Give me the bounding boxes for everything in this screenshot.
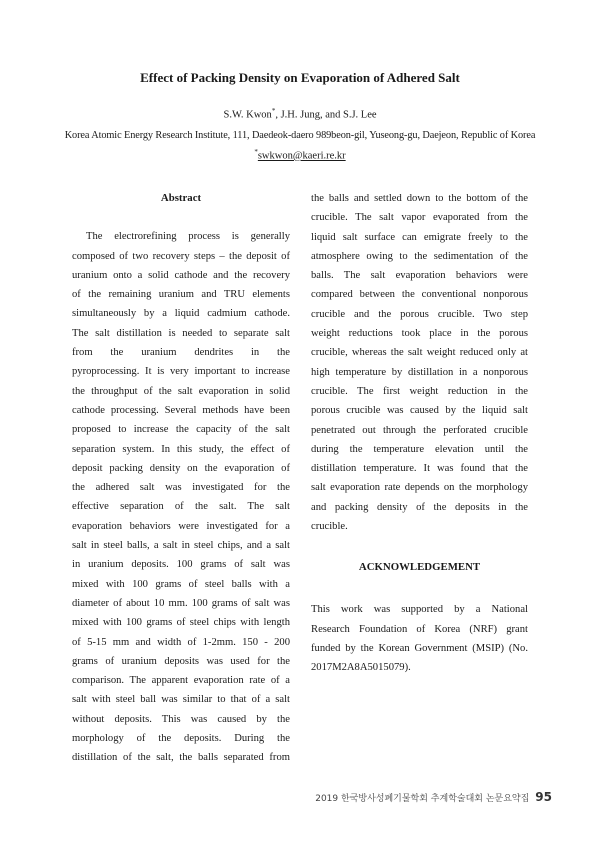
- text-line: mixed with 100 grams of steel chips with length: [72, 617, 290, 629]
- text-line: funded by the Korean Government (MSIP) (No.: [311, 642, 528, 654]
- text-line: high temperature by distillation in a nonporous: [311, 366, 528, 378]
- text-line: 2017M2A8A5015079).: [311, 662, 411, 674]
- text-line: the throughput of the salt evaporation in solid: [72, 385, 290, 397]
- text-line: simultaneously by a liquid cadmium cathode.: [72, 308, 290, 320]
- text-line: salt with steel ball was similar to that of a salt: [72, 694, 290, 706]
- text-line: crucible and the porous crucible. Two step: [311, 308, 528, 320]
- paper-title: Effect of Packing Density on Evaporation of Adhered Salt: [140, 70, 460, 85]
- text-line: during the temperature elevation until the: [311, 443, 528, 455]
- text-line: diameter of about 10 mm. 100 grams of salt was: [72, 597, 290, 609]
- corresponding-mark: *: [271, 107, 276, 115]
- text-line: mixed with 100 grams of steel balls with a: [72, 578, 290, 590]
- text-line: from the uranium dendrites in the: [72, 347, 290, 359]
- text-line: cathode processing. Several methods have been: [72, 404, 290, 416]
- text-line: crucible, whereas the salt weight reduced only at: [311, 347, 528, 359]
- abstract-body: [72, 227, 290, 767]
- acknowledgement-body: [311, 600, 528, 677]
- email-mark: *: [254, 148, 258, 156]
- text-line: salt evaporation rate depends on the morphology: [311, 482, 528, 494]
- text-line: salt in steel balls, a salt in steel chips, and a salt: [72, 540, 290, 552]
- text-line: crucible.: [311, 521, 348, 533]
- text-line: of the remaining uranium and TRU elements: [72, 289, 290, 301]
- text-line: distillation temperature. It was found that the: [311, 463, 528, 475]
- text-line: separation system. In this study, the effect of: [72, 443, 290, 455]
- text-line: balls. The salt evaporation behaviors were: [311, 270, 528, 282]
- text-line: without deposits. This was caused by the: [72, 713, 290, 725]
- abstract-body-continued: [311, 189, 528, 536]
- text-line: composed of two recovery steps – the deposit of: [72, 250, 290, 262]
- text-line: effective separation of the salt. The salt: [72, 501, 290, 513]
- left-column: [72, 189, 290, 768]
- text-line: This work was supported by a National: [311, 604, 528, 616]
- text-line: The electrorefining process is generally: [86, 231, 290, 243]
- text-line: compared between the conventional nonporous: [311, 289, 528, 301]
- text-line: weight reductions took place in the porous: [311, 328, 528, 340]
- text-line: porous crucible was caused by the liquid salt: [311, 405, 528, 417]
- text-line: uranium onto a solid cathode and the recovery: [72, 269, 290, 281]
- text-line: in uranium deposits. 100 grams of salt was: [72, 559, 290, 571]
- text-line: of 5-15 mm and width of 1-2mm. 150 - 200: [72, 636, 290, 648]
- text-line: evaporation behaviors were investigated for a: [72, 520, 290, 532]
- affiliation: Korea Atomic Energy Research Institute, 111, Daedeok-daero 989beon-gil, Yuseong-gu, Daejeon, Republic of Korea: [64, 130, 536, 141]
- abstract-heading: Abstract: [160, 192, 202, 204]
- author-1: S.W. Kwon: [223, 109, 272, 121]
- text-line: liquid salt surface can emigrate freely to the: [311, 231, 528, 243]
- page-footer: [315, 790, 552, 804]
- text-line: the balls and settled down to the bottom of the: [311, 193, 528, 204]
- text-line: pyroprocessing. It is very important to increase: [72, 366, 290, 378]
- right-column: [311, 189, 528, 536]
- acknowledgement-heading: ACKNOWLEDGEMENT: [358, 561, 481, 573]
- footer-text: 2019 한국방사성폐기물학회 추계학술대회 논문요약집: [315, 794, 530, 804]
- text-line: morphology of the deposits. During the: [72, 733, 290, 745]
- text-line: proposed to increase the capacity of the salt: [72, 424, 290, 436]
- authors: [0, 107, 600, 121]
- text-line: Research Foundation of Korea (NRF) grant: [311, 623, 528, 635]
- email: [0, 148, 600, 162]
- acknowledgement-section: [311, 561, 528, 677]
- text-line: crucible. The salt vapor evaporated from the: [311, 212, 528, 224]
- text-line: distillation of the salt, the balls separated from: [72, 752, 290, 764]
- email-address[interactable]: swkwon@kaeri.re.kr: [257, 150, 346, 162]
- page-number: 95: [535, 790, 552, 804]
- text-line: The salt distillation is needed to separate salt: [72, 327, 290, 339]
- text-line: the adhered salt was investigated for the: [72, 482, 290, 494]
- text-line: comparison. The apparent evaporation rate of a: [72, 675, 290, 687]
- other-authors: , J.H. Jung, and S.J. Lee: [275, 109, 377, 121]
- text-line: deposit packing density on the evaporation of: [72, 462, 290, 474]
- text-line: penetrated out through the perforated crucible: [311, 424, 528, 436]
- text-line: and packing density of the deposits in the: [311, 501, 528, 513]
- text-line: crucible. The first weight reduction in the: [311, 385, 528, 397]
- text-line: atmosphere owing to the sedimentation of the: [311, 250, 528, 262]
- text-line: grams of uranium deposits was used for the: [72, 655, 290, 667]
